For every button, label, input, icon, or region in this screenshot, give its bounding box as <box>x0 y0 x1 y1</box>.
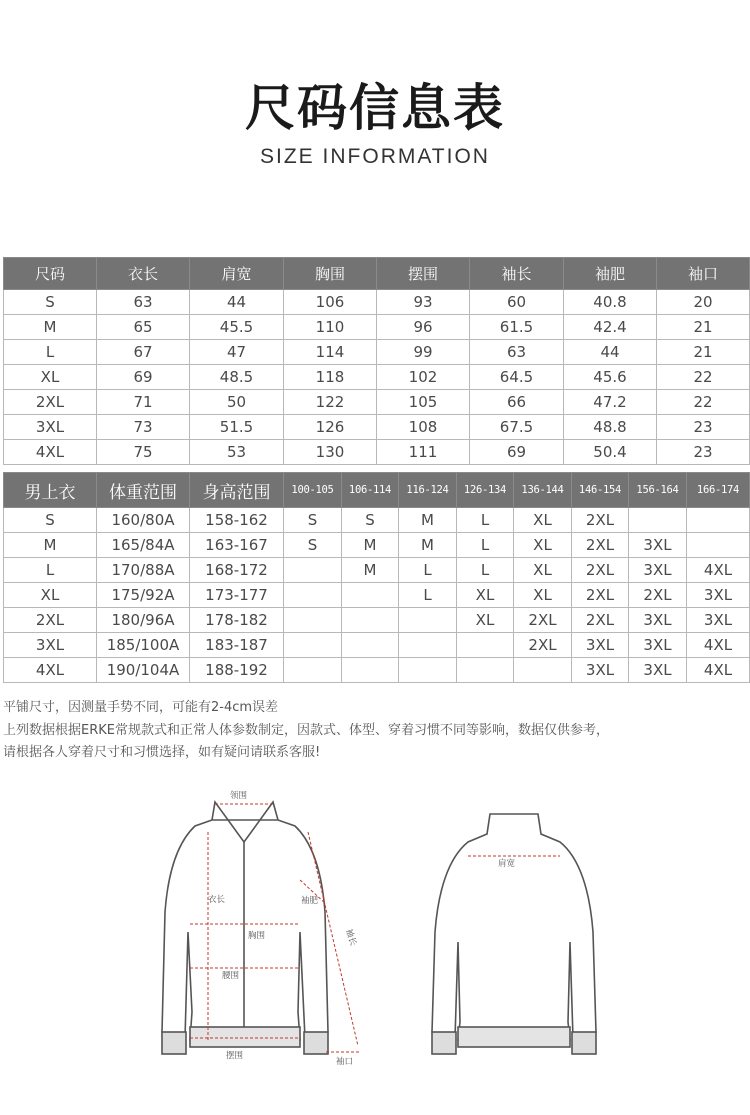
table-row <box>4 340 750 365</box>
table-cell <box>284 558 342 583</box>
table-cell: 21 <box>657 340 750 365</box>
table-cell <box>514 658 572 683</box>
table-cell: 4XL <box>687 658 750 683</box>
table-cell: XL <box>514 558 572 583</box>
table-cell: 2XL <box>572 608 629 633</box>
length-label: 衣长 <box>208 895 226 905</box>
table-cell: 71 <box>97 390 190 415</box>
table-header-row <box>4 258 750 290</box>
table-cell: 45.6 <box>564 365 657 390</box>
table-cell: XL <box>514 533 572 558</box>
table-cell <box>342 583 399 608</box>
table-row <box>4 390 750 415</box>
column-header: 尺码 <box>4 258 97 290</box>
table-cell: 67 <box>97 340 190 365</box>
table-cell <box>457 658 514 683</box>
measurement-diagram <box>150 782 610 1072</box>
table-cell: 118 <box>284 365 377 390</box>
table-row <box>4 583 750 608</box>
table-row <box>4 633 750 658</box>
table-cell <box>284 633 342 658</box>
table-cell: 4XL <box>4 440 97 465</box>
table-cell: 63 <box>97 290 190 315</box>
table-row <box>4 658 750 683</box>
table-cell: 3XL <box>629 608 687 633</box>
table-cell: 175/92A <box>97 583 190 608</box>
table-cell: 69 <box>470 440 564 465</box>
back-left-cuff <box>432 1032 456 1054</box>
back-right-cuff <box>572 1032 596 1054</box>
jacket-diagram <box>150 782 610 1072</box>
table-cell: 50 <box>190 390 284 415</box>
back-hem-band <box>458 1027 570 1047</box>
table-cell: 47.2 <box>564 390 657 415</box>
table-cell: 3XL <box>572 658 629 683</box>
table-cell: L <box>457 533 514 558</box>
table-cell: 2XL <box>572 558 629 583</box>
table-cell: 2XL <box>514 608 572 633</box>
front-jacket-outline <box>162 820 328 1040</box>
right-cuff <box>304 1032 328 1054</box>
table-cell <box>342 608 399 633</box>
table-cell: 22 <box>657 390 750 415</box>
table-row <box>4 440 750 465</box>
table-cell <box>342 658 399 683</box>
table-cell: 108 <box>377 415 470 440</box>
table-cell: 23 <box>657 440 750 465</box>
table-cell: 44 <box>190 290 284 315</box>
size-recommendation-table <box>3 472 750 683</box>
note-line: 平铺尺寸，因测量手势不同，可能有2-4cm误差 <box>3 700 279 715</box>
waist-label: 腰围 <box>222 971 240 981</box>
table-cell: XL <box>514 508 572 533</box>
hem-label: 摆围 <box>226 1051 244 1061</box>
table-cell: S <box>4 508 97 533</box>
back-jacket-outline <box>432 814 596 1040</box>
table-cell: 20 <box>657 290 750 315</box>
column-header: 摆围 <box>377 258 470 290</box>
table-cell: 185/100A <box>97 633 190 658</box>
table-cell: 48.8 <box>564 415 657 440</box>
table-cell: 2XL <box>572 533 629 558</box>
column-header: 体重范围 <box>97 473 190 508</box>
table-cell: L <box>457 558 514 583</box>
table-cell: L <box>4 340 97 365</box>
neck-label: 领围 <box>230 791 248 801</box>
page-subtitle: SIZE INFORMATION <box>260 145 490 168</box>
table-cell <box>399 633 457 658</box>
table-cell: 111 <box>377 440 470 465</box>
table-cell: 93 <box>377 290 470 315</box>
table-cell: 21 <box>657 315 750 340</box>
table-cell: 180/96A <box>97 608 190 633</box>
table-cell: 105 <box>377 390 470 415</box>
table-header-row <box>4 473 750 508</box>
table-cell: 130 <box>284 440 377 465</box>
table-cell: S <box>4 290 97 315</box>
column-header: 男上衣 <box>4 473 97 508</box>
table-cell: 65 <box>97 315 190 340</box>
table-cell: S <box>284 533 342 558</box>
table-cell: 163-167 <box>190 533 284 558</box>
table-cell: L <box>4 558 97 583</box>
table-cell: 47 <box>190 340 284 365</box>
table-cell: M <box>4 533 97 558</box>
table-cell: S <box>284 508 342 533</box>
column-header: 136-144 <box>514 473 572 508</box>
table-cell: 64.5 <box>470 365 564 390</box>
table-cell <box>342 633 399 658</box>
table-cell: 69 <box>97 365 190 390</box>
table-cell: L <box>457 508 514 533</box>
table-cell: 3XL <box>687 583 750 608</box>
table-cell: 178-182 <box>190 608 284 633</box>
table-cell: 48.5 <box>190 365 284 390</box>
chest-label: 胸围 <box>248 931 266 941</box>
column-header: 166-174 <box>687 473 750 508</box>
table-row <box>4 533 750 558</box>
table-row <box>4 315 750 340</box>
table-cell: XL <box>457 608 514 633</box>
table-cell: M <box>342 558 399 583</box>
column-header: 106-114 <box>342 473 399 508</box>
column-header: 100-105 <box>284 473 342 508</box>
table-cell: 3XL <box>629 558 687 583</box>
table-cell: 67.5 <box>470 415 564 440</box>
table-cell: 96 <box>377 315 470 340</box>
table-cell: 3XL <box>629 533 687 558</box>
table-cell: XL <box>4 583 97 608</box>
table-cell: 173-177 <box>190 583 284 608</box>
table-cell: 61.5 <box>470 315 564 340</box>
table-cell: 3XL <box>4 415 97 440</box>
table-cell: 2XL <box>4 608 97 633</box>
table-cell: 99 <box>377 340 470 365</box>
table-row <box>4 365 750 390</box>
table-cell: 4XL <box>687 558 750 583</box>
table-cell: XL <box>4 365 97 390</box>
table-cell: 2XL <box>572 508 629 533</box>
table-cell: 190/104A <box>97 658 190 683</box>
column-header: 身高范围 <box>190 473 284 508</box>
table-cell: 40.8 <box>564 290 657 315</box>
table-cell <box>457 633 514 658</box>
table-cell: 42.4 <box>564 315 657 340</box>
table-cell: 2XL <box>514 633 572 658</box>
table-cell: 45.5 <box>190 315 284 340</box>
note-line: 请根据各人穿着尺寸和习惯选择，如有疑问请联系客服! <box>3 745 321 760</box>
column-header: 156-164 <box>629 473 687 508</box>
table-cell: M <box>4 315 97 340</box>
size-notes <box>3 697 747 765</box>
column-header: 胸围 <box>284 258 377 290</box>
table-cell: 2XL <box>572 583 629 608</box>
column-header: 116-124 <box>399 473 457 508</box>
column-header: 146-154 <box>572 473 629 508</box>
table-cell: 3XL <box>687 608 750 633</box>
table-cell <box>399 608 457 633</box>
column-header: 袖长 <box>470 258 564 290</box>
table-row <box>4 558 750 583</box>
table-row <box>4 290 750 315</box>
table-cell: XL <box>514 583 572 608</box>
front-collar <box>212 802 278 842</box>
note-line: 上列数据根据ERKE常规款式和正常人体参数制定，因款式、体型、穿着习惯不同等影响，数据仅供参考， <box>3 722 609 738</box>
table-cell: 50.4 <box>564 440 657 465</box>
table-cell: 22 <box>657 365 750 390</box>
table-row <box>4 508 750 533</box>
front-hem-band <box>190 1027 300 1047</box>
table-cell: 3XL <box>572 633 629 658</box>
table-cell: 110 <box>284 315 377 340</box>
page-title: 尺码信息表 <box>245 79 505 137</box>
table-cell: M <box>342 533 399 558</box>
table-cell: 168-172 <box>190 558 284 583</box>
table-cell: 3XL <box>4 633 97 658</box>
table-cell <box>284 658 342 683</box>
table-cell: 183-187 <box>190 633 284 658</box>
table-cell: 160/80A <box>97 508 190 533</box>
table-cell: 102 <box>377 365 470 390</box>
left-cuff <box>162 1032 186 1054</box>
table-cell <box>687 508 750 533</box>
table-cell: 3XL <box>629 658 687 683</box>
table-cell <box>629 508 687 533</box>
table-cell: 75 <box>97 440 190 465</box>
column-header: 袖肥 <box>564 258 657 290</box>
table-cell: 158-162 <box>190 508 284 533</box>
table-cell: 4XL <box>687 633 750 658</box>
column-header: 衣长 <box>97 258 190 290</box>
table-cell: 51.5 <box>190 415 284 440</box>
table-cell: 60 <box>470 290 564 315</box>
table-cell: 188-192 <box>190 658 284 683</box>
cuff-label: 袖口 <box>336 1057 354 1067</box>
table-cell: 53 <box>190 440 284 465</box>
table-cell: 44 <box>564 340 657 365</box>
column-header: 袖口 <box>657 258 750 290</box>
table-cell: 2XL <box>629 583 687 608</box>
table-row <box>4 415 750 440</box>
table-row <box>4 608 750 633</box>
table-cell: 73 <box>97 415 190 440</box>
table-cell: 106 <box>284 290 377 315</box>
table-cell: 2XL <box>4 390 97 415</box>
table-cell <box>687 533 750 558</box>
table-cell: 3XL <box>629 633 687 658</box>
garment-size-table <box>3 257 750 465</box>
sleeve-width-label: 袖肥 <box>301 896 319 906</box>
column-header: 126-134 <box>457 473 514 508</box>
column-header: 肩宽 <box>190 258 284 290</box>
table-cell: 165/84A <box>97 533 190 558</box>
table-cell: 126 <box>284 415 377 440</box>
table-cell: 63 <box>470 340 564 365</box>
sleeve-length-label: 袖长 <box>343 927 358 948</box>
shoulder-label: 肩宽 <box>498 859 516 869</box>
table-cell <box>284 608 342 633</box>
table-cell <box>284 583 342 608</box>
table-cell: 170/88A <box>97 558 190 583</box>
table-cell: L <box>399 583 457 608</box>
table-cell: L <box>399 558 457 583</box>
table-cell: 66 <box>470 390 564 415</box>
table-cell: S <box>342 508 399 533</box>
table-cell: 122 <box>284 390 377 415</box>
table-cell: 4XL <box>4 658 97 683</box>
table-cell <box>399 658 457 683</box>
table-cell: 114 <box>284 340 377 365</box>
table-cell: XL <box>457 583 514 608</box>
table-cell: M <box>399 533 457 558</box>
table-cell: M <box>399 508 457 533</box>
table-cell: 23 <box>657 415 750 440</box>
